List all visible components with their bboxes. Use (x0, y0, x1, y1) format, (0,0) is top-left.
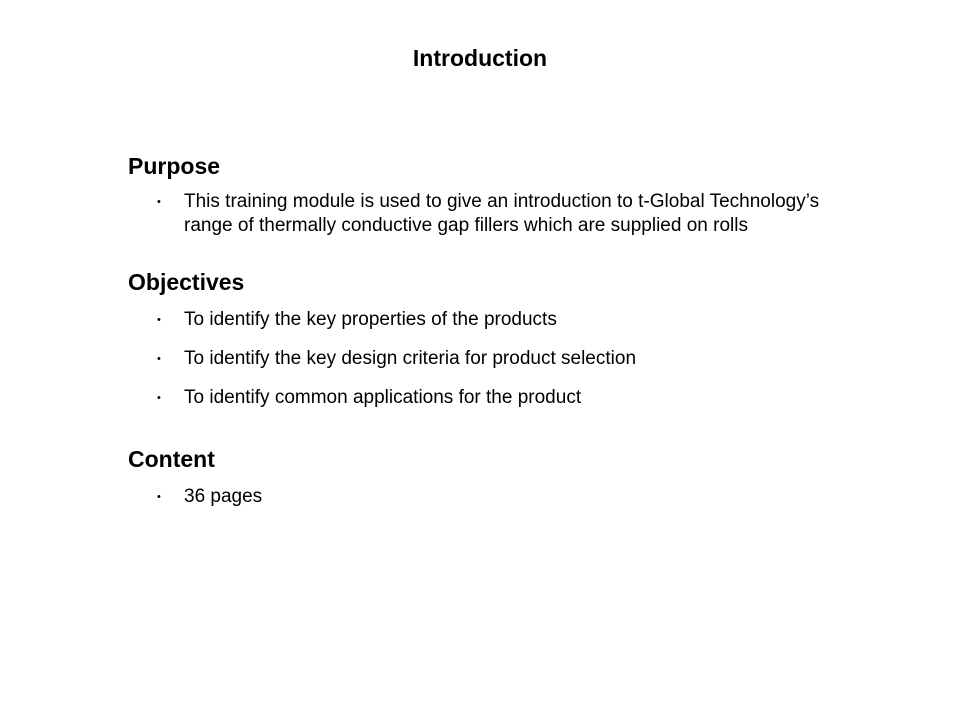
bullet-icon: • (157, 491, 161, 503)
bullet-item (128, 190, 868, 238)
bullet-icon: • (157, 392, 161, 404)
section-content (128, 443, 868, 509)
bullet-item (128, 347, 868, 371)
bullet-text: To identify common applications for the product (184, 387, 582, 408)
bullet-text: To identify the key properties of the products (184, 309, 557, 330)
bullet-icon: • (157, 196, 161, 208)
bullet-item (128, 308, 868, 332)
content-bullet-list (128, 485, 868, 509)
slide-title: Introduction (412, 45, 548, 71)
section-heading-purpose: Purpose (128, 153, 221, 179)
bullet-icon: • (157, 353, 161, 365)
section-heading-content: Content (128, 446, 215, 472)
purpose-bullet-list (128, 190, 868, 238)
bullet-item (128, 386, 868, 410)
section-objectives (128, 266, 868, 410)
objectives-bullet-list (128, 308, 868, 410)
section-heading-objectives: Objectives (128, 269, 245, 295)
slide-body (128, 150, 868, 509)
bullet-text: 36 pages (184, 486, 263, 507)
bullet-icon: • (157, 314, 161, 326)
bullet-item (128, 485, 868, 509)
section-purpose (128, 150, 868, 238)
bullet-text: This training module is used to give an introduction to t-Global Technology’s range of thermally conductive gap fillers which are supplied on rolls (184, 191, 820, 236)
bullet-text: To identify the key design criteria for product selection (184, 348, 637, 369)
